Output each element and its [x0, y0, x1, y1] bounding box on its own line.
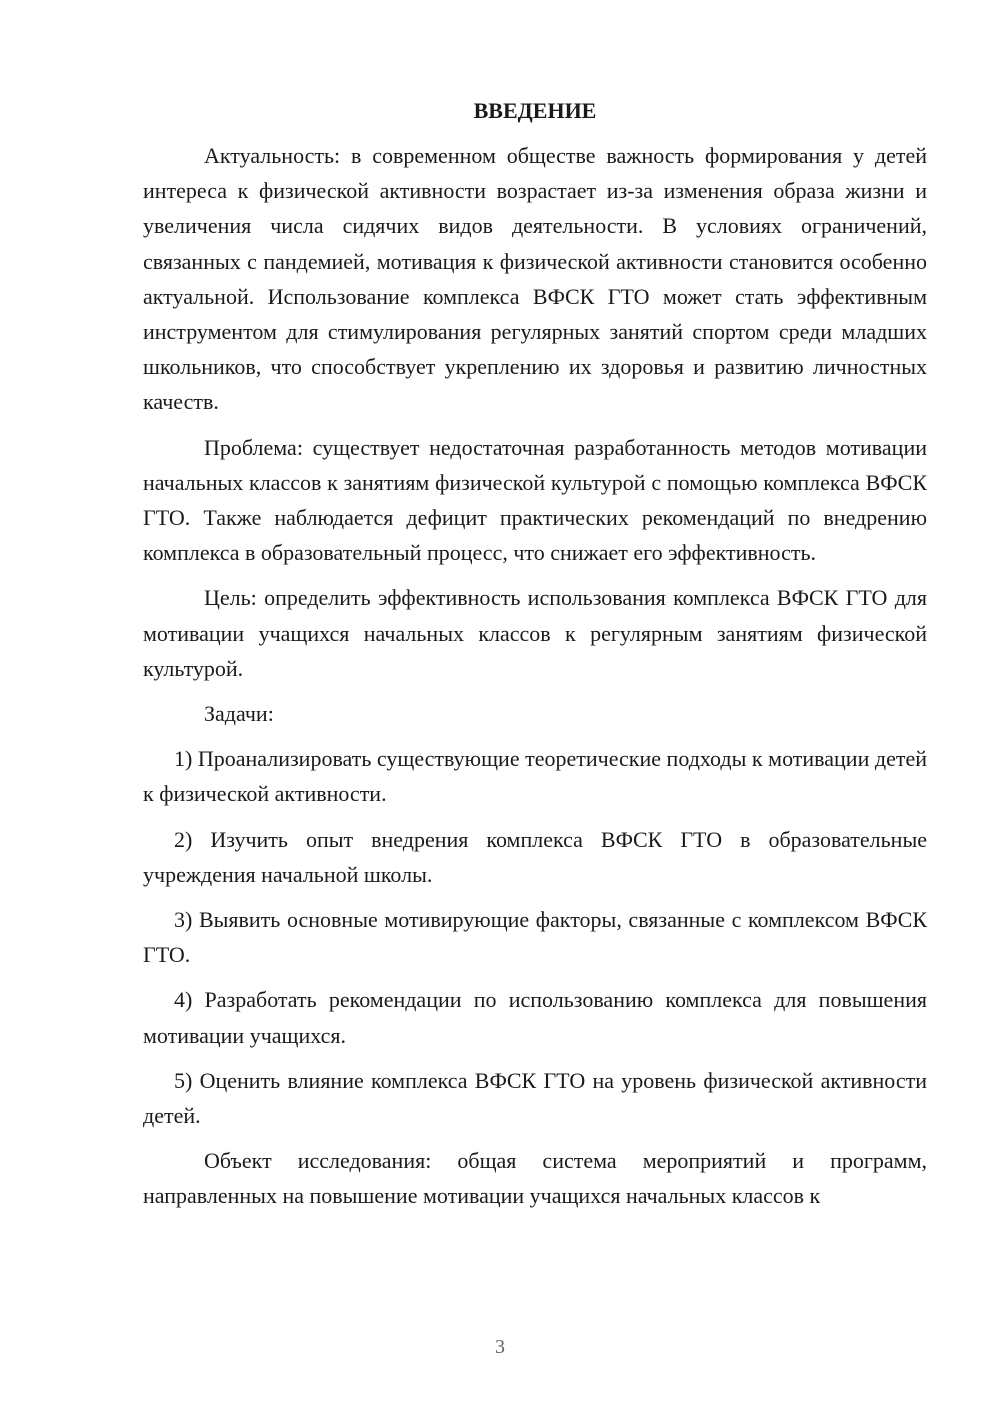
task-item: 1) Проанализировать существующие теоретические подходы к мотивации детей к физической активности.	[143, 746, 927, 807]
goal-paragraph: Цель: определить эффективность использования комплекса ВФСК ГТО для мотивации учащихся начальных классов к регулярным занятиям физической культурой.	[143, 585, 927, 681]
tasks-label: Задачи:	[204, 701, 274, 727]
page-content	[143, 96, 927, 1224]
tasks-list	[143, 741, 927, 1133]
page-number: 3	[495, 1336, 505, 1358]
object-paragraph: Объект исследования: общая система мероприятий и программ, направленных на повышение мотивации учащихся начальных классов к	[143, 1148, 927, 1209]
problem-paragraph: Проблема: существует недостаточная разработанность методов мотивации начальных классов к занятиям физической культурой с помощью комплекса ВФСК ГТО. Также наблюдается дефицит практических рекомендаций по внедрению комплекса в образовательный процесс, что снижает его эффективность.	[143, 434, 927, 566]
task-item: 4) Разработать рекомендации по использованию комплекса для повышения мотивации учащихся.	[143, 987, 927, 1048]
task-item: 3) Выявить основные мотивирующие факторы, связанные с комплексом ВФСК ГТО.	[143, 907, 927, 968]
task-item: 2) Изучить опыт внедрения комплекса ВФСК ГТО в образовательные учреждения начальной школы.	[143, 826, 927, 887]
task-item: 5) Оценить влияние комплекса ВФСК ГТО на уровень физической активности детей.	[143, 1067, 927, 1129]
relevance-paragraph: Актуальность: в современном обществе важность формирования у детей интереса к физической активности возрастает из-за изменения образа жизни и увеличения числа сидячих видов деятельности. В условиях ограничений, связанных с пандемией, мотивация к физической активности становится особенно актуальной. Использование комплекса ВФСК ГТО может стать эффективным инструментом для стимулирования регулярных занятий спортом среди младших школьников, что способствует укреплению их здоровья и развитию личностных качеств.	[143, 143, 927, 415]
page-title: ВВЕДЕНИЕ	[473, 98, 597, 123]
